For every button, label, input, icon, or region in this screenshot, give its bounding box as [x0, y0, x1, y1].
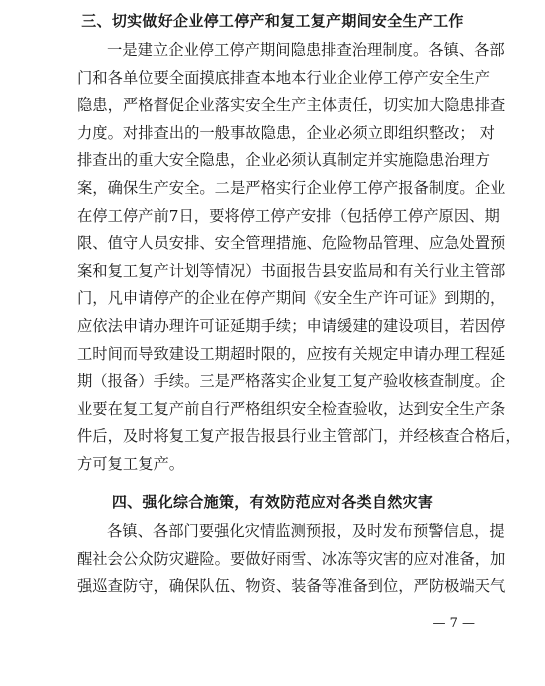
section-heading-4: 四、强化综合施策，有效防范应对各类自然灾害: [111, 493, 434, 511]
paragraph-line: 案，确保生产安全。二是严格实行企业停工停产报备制度。企业: [77, 178, 506, 197]
paragraph-line: 案和复工复产计划等情况）书面报告县安监局和有关行业主管部: [77, 261, 506, 280]
paragraph-line: 业要在复工复产前自行严格组织安全检查验收，达到安全生产条: [77, 399, 506, 418]
section-3-paragraph: [77, 37, 521, 479]
paragraph-line: 方可复工复产。: [77, 454, 185, 473]
paragraph-line: 门和各单位要全面摸底排查本地本行业企业停工停产安全生产: [77, 68, 491, 87]
paragraph-line: 各镇、各部门要强化灾情监测预报，及时发布预警信息，提: [107, 522, 505, 540]
paragraph-line: 醒社会公众防灾避险。要做好雨雪、冰冻等灾害的应对准备，加: [77, 549, 506, 568]
paragraph-line: 件后，及时将复工复产报告报县行业主管部门，并经核查合格后，: [77, 427, 521, 446]
paragraph-line: 排查出的重大安全隐患，企业必须认真制定并实施隐患治理方: [77, 151, 491, 170]
paragraph-line: 门，凡申请停产的企业在停产期间《安全生产许可证》到期的，: [77, 289, 506, 308]
section-heading-3: 三、切实做好企业停工停产和复工复产期间安全生产工作: [81, 12, 464, 30]
paragraph-line: 期（报备）手续。三是严格落实企业复工复产验收核查制度。企: [77, 372, 506, 391]
paragraph-line: 工时间而导致建设工期超时限的，应按有关规定申请办理工程延: [77, 344, 506, 363]
paragraph-line: 在停工停产前7日，要将停工停产安排（包括停工停产原因、期: [77, 206, 500, 225]
paragraph-line: 一是建立企业停工停产期间隐患排查治理制度。各镇、各部: [107, 41, 505, 59]
paragraph-line: 隐患，严格督促企业落实安全生产主体责任，切实加大隐患排查: [77, 96, 506, 115]
page-number: — 7 —: [432, 616, 475, 631]
section-4-paragraph: [77, 518, 506, 601]
paragraph-line: 限、值守人员安排、安全管理措施、危险物品管理、应急处置预: [77, 234, 506, 253]
paragraph-line: 强巡查防守，确保队伍、物资、装备等准备到位，严防极端天气: [77, 577, 506, 596]
paragraph-line: 力度。对排查出的一般事故隐患，企业必须立即组织整改； 对: [77, 123, 495, 142]
paragraph-line: 应依法申请办理许可证延期手续；申请缓建的建设项目，若因停: [77, 316, 506, 335]
